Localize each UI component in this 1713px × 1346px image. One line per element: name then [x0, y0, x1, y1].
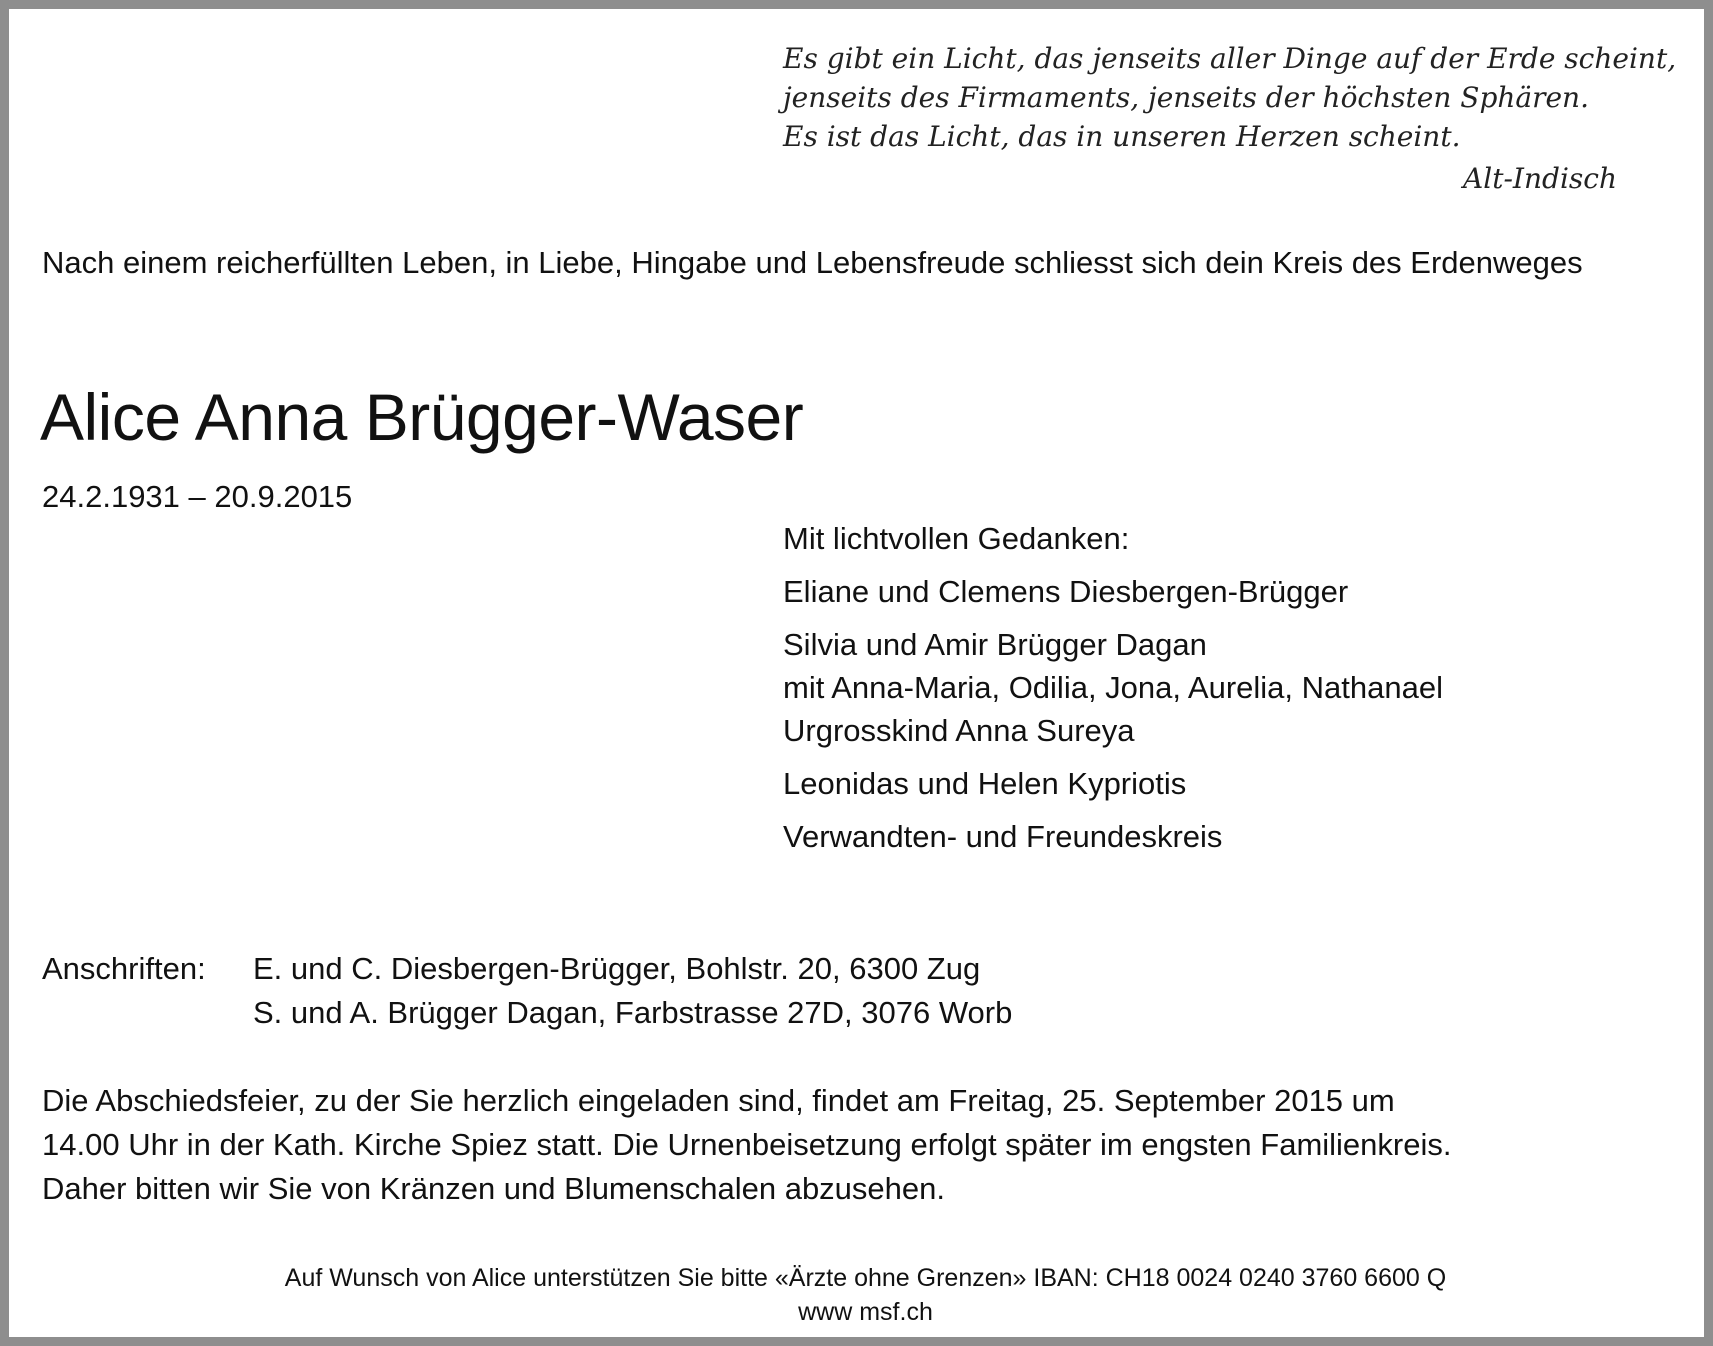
- mourner-group: [783, 815, 1683, 858]
- mourner-line: Urgrosskind Anna Sureya: [783, 713, 1135, 748]
- intro-text: Nach einem reicherfüllten Leben, in Liebe, Hingabe und Lebensfreude schliesst sich dein Kreis des Erdenweges: [42, 245, 1583, 280]
- quote-line: Es gibt ein Licht, das jenseits aller Dinge auf der Erde scheint,: [783, 42, 1677, 75]
- quote-source: Alt-Indisch: [1463, 162, 1617, 195]
- epigraph-quote: [783, 39, 1677, 156]
- address-list: [253, 947, 1012, 1035]
- mourner-line: Eliane und Clemens Diesbergen-Brügger: [783, 574, 1349, 609]
- ceremony-notice: [42, 1079, 1692, 1211]
- mourners-list: [783, 517, 1683, 868]
- donation-website: www msf.ch: [798, 1298, 933, 1326]
- mourner-line: Verwandten- und Freundeskreis: [783, 819, 1223, 854]
- address-line: E. und C. Diesbergen-Brügger, Bohlstr. 20, 6300 Zug: [253, 951, 981, 986]
- mourner-line: Silvia und Amir Brügger Dagan: [783, 627, 1207, 662]
- quote-line: Es ist das Licht, das in unseren Herzen scheint.: [783, 120, 1461, 153]
- mourner-group: [783, 623, 1683, 752]
- mourner-line: mit Anna-Maria, Odilia, Jona, Aurelia, Nathanael: [783, 670, 1443, 705]
- life-dates: 24.2.1931 – 20.9.2015: [42, 479, 353, 514]
- quote-line: jenseits des Firmaments, jenseits der höchsten Sphären.: [783, 81, 1589, 114]
- addresses-label: Anschriften:: [42, 951, 206, 986]
- ceremony-line: Die Abschiedsfeier, zu der Sie herzlich eingeladen sind, findet am Freitag, 25. September 2015 um: [42, 1083, 1395, 1118]
- ceremony-line: 14.00 Uhr in der Kath. Kirche Spiez statt. Die Urnenbeisetzung erfolgt später im engsten Familienkreis.: [42, 1127, 1452, 1162]
- mourners-heading: Mit lichtvollen Gedanken:: [783, 521, 1130, 556]
- mourner-group: [783, 762, 1683, 805]
- ceremony-line: Daher bitten wir Sie von Kränzen und Blumenschalen abzusehen.: [42, 1171, 945, 1206]
- donation-text: Auf Wunsch von Alice unterstützen Sie bitte «Ärzte ohne Grenzen» IBAN: CH18 0024 0240 3760 6600 Q: [284, 1264, 1447, 1292]
- mourner-line: Leonidas und Helen Kypriotis: [783, 766, 1187, 801]
- donation-note: [9, 1261, 1713, 1329]
- deceased-name: Alice Anna Brügger-Waser: [40, 380, 804, 454]
- address-line: S. und A. Brügger Dagan, Farbstrasse 27D, 3076 Worb: [253, 995, 1013, 1030]
- mourner-group: [783, 570, 1683, 613]
